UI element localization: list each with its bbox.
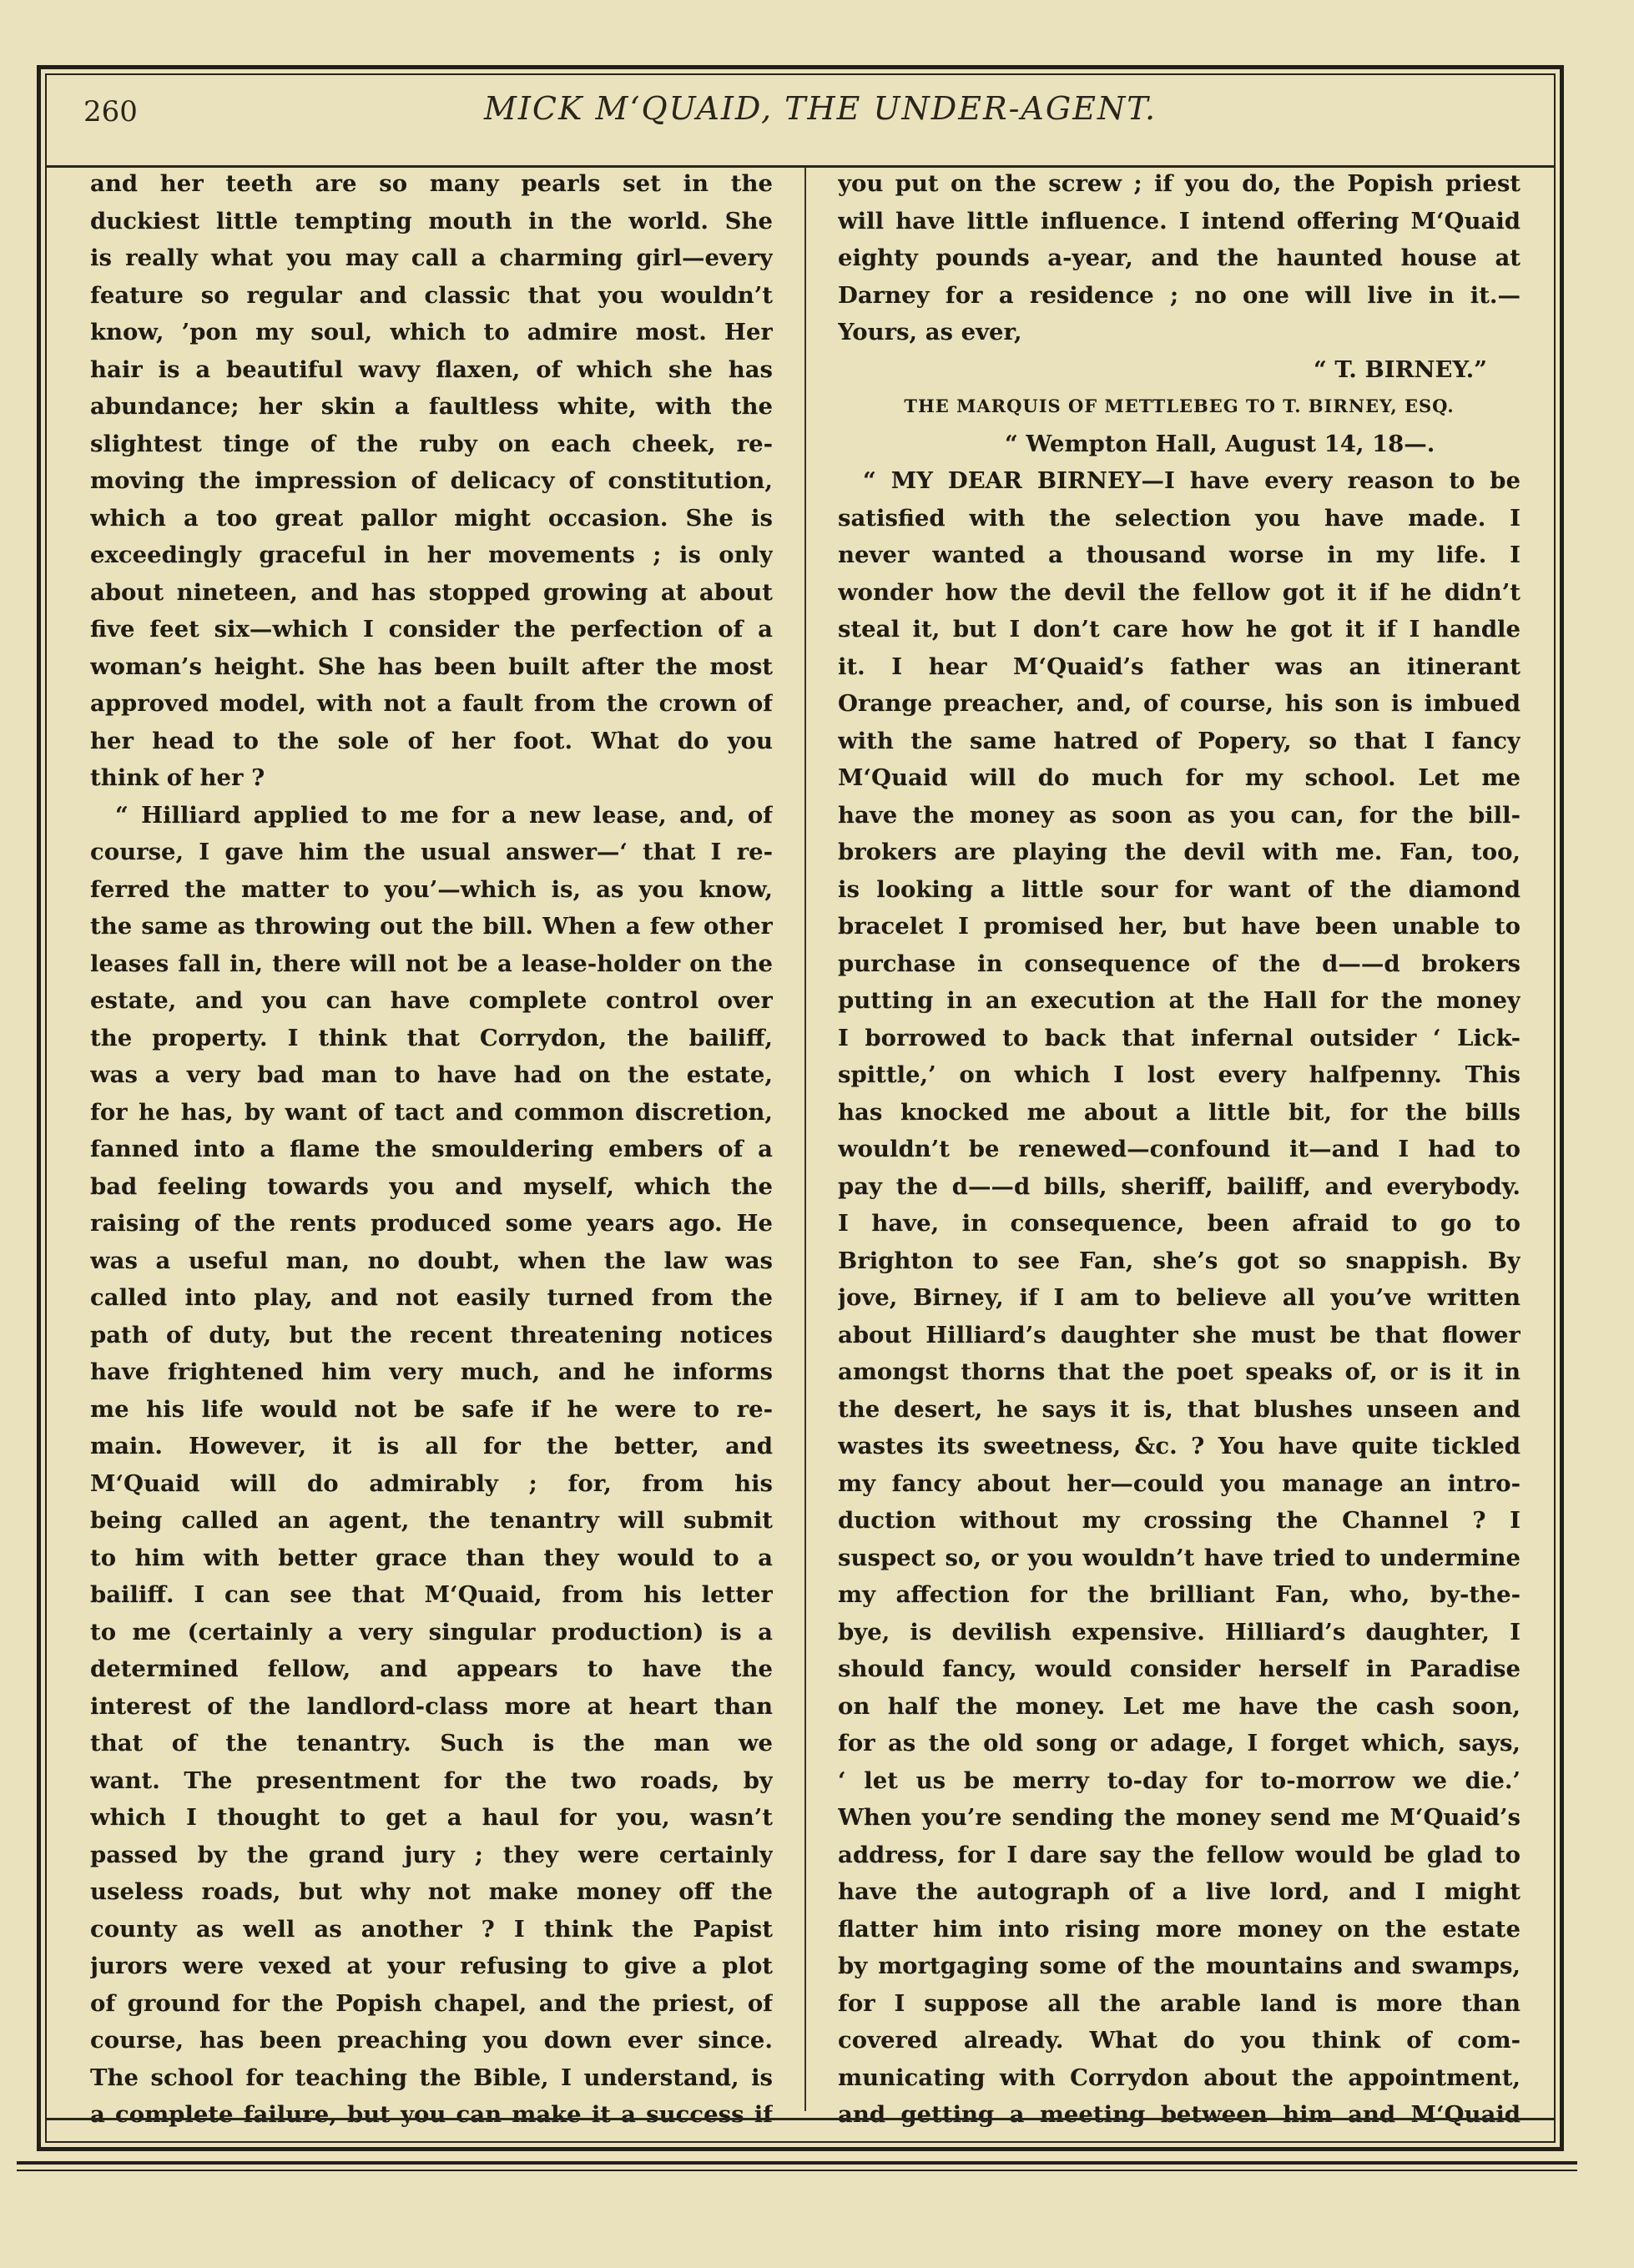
text-line: on half the money. Let me have the cash soon, bbox=[838, 1692, 1521, 1720]
text-line: “ Wempton Hall, August 14, 18—. bbox=[1005, 430, 1435, 457]
text-line: bad feeling towards you and myself, which the bbox=[90, 1172, 773, 1200]
text-line: estate, and you can have complete control over bbox=[90, 987, 773, 1014]
text-line: bye, is devilish expensive. Hilliard’s daughter, I bbox=[838, 1618, 1521, 1646]
text-line: feature so regular and classic that you wouldn’t bbox=[90, 281, 773, 309]
text-line: Darney for a residence ; no one will live in it.— bbox=[838, 281, 1521, 309]
text-line: think of her ? bbox=[90, 764, 265, 791]
text-line: course, has been preaching you down ever since. bbox=[90, 2027, 773, 2054]
text-line: satisfied with the selection you have made. I bbox=[838, 504, 1521, 532]
text-line: wouldn’t be renewed—confound it—and I had to bbox=[838, 1136, 1521, 1162]
running-head: MICK M‘QUAID, THE UNDER-AGENT. bbox=[484, 90, 1157, 127]
text-line: “ MY DEAR BIRNEY—I have every reason to be bbox=[863, 467, 1521, 494]
text-line: ferred the matter to you’—which is, as you know, bbox=[90, 875, 773, 903]
text-line: county as well as another ? I think the Papist bbox=[90, 1915, 773, 1943]
text-line: purchase in consequence of the d——d brokers bbox=[838, 950, 1521, 977]
text-line: exceedingly graceful in her movements ; is only bbox=[90, 542, 773, 568]
text-line: called into play, and not easily turned from the bbox=[90, 1284, 773, 1311]
text-line: wonder how the devil the fellow got it if he didn’t bbox=[838, 578, 1521, 606]
text-line: hair is a beautiful wavy flaxen, of which she has bbox=[90, 355, 773, 383]
text-line: which I thought to get a haul for you, wasn’t bbox=[90, 1804, 773, 1831]
text-line: approved model, with not a fault from the crown of bbox=[90, 690, 773, 717]
text-line: the property. I think that Corrydon, the bailiff, bbox=[90, 1024, 773, 1051]
text-line: five feet six—which I consider the perfection of a bbox=[90, 616, 773, 643]
text-line: by mortgaging some of the mountains and swamps, bbox=[838, 1953, 1521, 1979]
text-line: duckiest little tempting mouth in the world. She bbox=[90, 207, 773, 234]
text-line: about nineteen, and has stopped growing at about bbox=[90, 578, 773, 606]
text-line: of ground for the Popish chapel, and the priest, of bbox=[90, 1989, 773, 2017]
text-line: spittle,’ on which I lost every halfpenny. This bbox=[838, 1061, 1521, 1088]
text-line: moving the impression of delicacy of constitution, bbox=[90, 467, 773, 494]
text-line: passed by the grand jury ; they were certainly bbox=[90, 1841, 773, 1868]
column-divider bbox=[804, 167, 806, 2111]
text-line: pay the d——d bills, sheriff, bailiff, and everybody. bbox=[838, 1172, 1521, 1200]
footer-border-thick bbox=[17, 2161, 1577, 2165]
text-line: and getting a meeting between him and M‘Quaid bbox=[838, 2101, 1521, 2128]
footer-border-thin bbox=[17, 2170, 1577, 2171]
text-line: Brighton to see Fan, she’s got so snappish. By bbox=[838, 1247, 1521, 1274]
text-line: my fancy about her—could you manage an intro- bbox=[838, 1469, 1521, 1497]
text-line: eighty pounds a-year, and the haunted house at bbox=[838, 244, 1521, 271]
text-line: raising of the rents produced some years ago. He bbox=[90, 1210, 773, 1237]
text-line: to him with better grace than they would to a bbox=[90, 1544, 773, 1571]
text-line: for he has, by want of tact and common discretion, bbox=[90, 1098, 773, 1126]
text-line: was a useful man, no doubt, when the law was bbox=[90, 1247, 773, 1274]
text-line: and her teeth are so many pearls set in the bbox=[90, 170, 773, 197]
text-line: for I suppose all the arable land is more than bbox=[838, 1989, 1521, 2017]
text-line: bailiff. I can see that M‘Quaid, from his letter bbox=[90, 1581, 773, 1608]
text-line: flatter him into rising more money on the estate bbox=[838, 1915, 1521, 1943]
text-line: you put on the screw ; if you do, the Popish priest bbox=[838, 170, 1521, 197]
text-line: was a very bad man to have had on the estate, bbox=[90, 1061, 773, 1088]
text-line: covered already. What do you think of com- bbox=[838, 2027, 1521, 2054]
footer-rule bbox=[45, 2118, 1556, 2120]
text-line: which a too great pallor might occasion. She is bbox=[90, 504, 773, 532]
text-line: putting in an execution at the Hall for the money bbox=[838, 987, 1521, 1014]
text-line: I have, in consequence, been afraid to go to bbox=[838, 1210, 1521, 1237]
text-line: M‘Quaid will do admirably ; for, from his bbox=[90, 1469, 773, 1497]
text-line: ‘ let us be merry to-day for to-morrow we die.’ bbox=[838, 1767, 1521, 1794]
text-line: Yours, as ever, bbox=[838, 319, 1022, 345]
text-line: me his life would not be safe if he were to re- bbox=[90, 1395, 773, 1423]
text-line: the desert, he says it is, that blushes unseen and bbox=[838, 1395, 1521, 1423]
text-line: bracelet I promised her, but have been unable to bbox=[838, 913, 1521, 940]
text-line: “ T. BIRNEY.” bbox=[1314, 355, 1487, 383]
text-line: leases fall in, there will not be a lease-holder on the bbox=[90, 950, 773, 977]
text-line: address, for I dare say the fellow would be glad to bbox=[838, 1841, 1521, 1868]
text-line: have the autograph of a live lord, and I might bbox=[838, 1878, 1521, 1905]
text-line: abundance; her skin a faultless white, with the bbox=[90, 393, 773, 420]
text-line: with the same hatred of Popery, so that I fancy bbox=[838, 727, 1521, 754]
text-line: steal it, but I don’t care how he got it if I handle bbox=[838, 616, 1521, 643]
text-line: the same as throwing out the bill. When a few other bbox=[90, 913, 773, 940]
text-line: The school for teaching the Bible, I understand, is bbox=[90, 2064, 773, 2091]
text-line: woman’s height. She has been built after the most bbox=[90, 653, 773, 680]
text-line: M‘Quaid will do much for my school. Let me bbox=[838, 764, 1521, 791]
text-line: “ Hilliard applied to me for a new lease, and, of bbox=[115, 801, 773, 829]
text-line: When you’re sending the money send me M‘Quaid’s bbox=[838, 1804, 1521, 1831]
text-line: jurors were vexed at your refusing to give a plot bbox=[90, 1953, 773, 1979]
text-line: is looking a little sour for want of the diamond bbox=[838, 875, 1521, 903]
text-line: fanned into a flame the smouldering embers of a bbox=[90, 1136, 773, 1162]
text-line: to me (certainly a very singular production) is a bbox=[90, 1618, 773, 1646]
text-line: her head to the sole of her foot. What do you bbox=[90, 727, 773, 754]
text-line: course, I gave him the usual answer—‘ that I re- bbox=[90, 839, 773, 865]
text-line: interest of the landlord-class more at heart than bbox=[90, 1692, 773, 1720]
text-line: slightest tinge of the ruby on each cheek, re- bbox=[90, 430, 773, 457]
text-line: useless roads, but why not make money off the bbox=[90, 1878, 773, 1905]
text-line: I borrowed to back that infernal outsider ‘ Lick- bbox=[838, 1024, 1521, 1051]
text-line: brokers are playing the devil with me. Fan, too, bbox=[838, 839, 1521, 865]
text-line: path of duty, but the recent threatening notices bbox=[90, 1321, 773, 1348]
text-line: my affection for the brilliant Fan, who, by-the- bbox=[838, 1581, 1521, 1608]
text-line: THE MARQUIS OF METTLEBEG TO T. BIRNEY, ESQ. bbox=[904, 396, 1455, 416]
text-line: Orange preacher, and, of course, his son is imbued bbox=[838, 690, 1521, 717]
text-line: determined fellow, and appears to have the bbox=[90, 1656, 773, 1682]
text-line: never wanted a thousand worse in my life. I bbox=[838, 542, 1521, 568]
text-line: being called an agent, the tenantry will submit bbox=[90, 1507, 773, 1534]
text-line: is really what you may call a charming girl—every bbox=[90, 244, 773, 271]
text-line: main. However, it is all for the better, and bbox=[90, 1433, 773, 1459]
text-line: a complete failure, but you can make it a success if bbox=[90, 2101, 773, 2128]
text-line: municating with Corrydon about the appointment, bbox=[838, 2064, 1521, 2091]
text-line: jove, Birney, if I am to believe all you’ve written bbox=[838, 1284, 1521, 1311]
text-line: will have little influence. I intend offering M‘Quaid bbox=[838, 207, 1521, 234]
text-line: suspect so, or you wouldn’t have tried to undermine bbox=[838, 1544, 1521, 1571]
page-number: 260 bbox=[83, 95, 138, 129]
text-line: for as the old song or adage, I forget which, says, bbox=[838, 1730, 1521, 1756]
text-line: amongst thorns that the poet speaks of, or is it in bbox=[838, 1358, 1521, 1385]
text-line: duction without my crossing the Channel ? I bbox=[838, 1507, 1521, 1534]
text-line: that of the tenantry. Such is the man we bbox=[90, 1730, 773, 1756]
text-line: wastes its sweetness, &c. ? You have quite tickled bbox=[838, 1433, 1521, 1459]
text-line: has knocked me about a little bit, for the bills bbox=[838, 1098, 1521, 1126]
text-line: know, ’pon my soul, which to admire most. Her bbox=[90, 319, 773, 345]
text-line: should fancy, would consider herself in Paradise bbox=[838, 1656, 1521, 1682]
text-line: want. The presentment for the two roads, by bbox=[90, 1767, 773, 1794]
text-line: it. I hear M‘Quaid’s father was an itinerant bbox=[838, 653, 1521, 680]
right-text-column bbox=[838, 165, 1521, 2134]
text-line: about Hilliard’s daughter she must be that flower bbox=[838, 1321, 1521, 1348]
left-text-column bbox=[90, 165, 773, 2134]
text-line: have frightened him very much, and he informs bbox=[90, 1358, 773, 1385]
text-line: have the money as soon as you can, for the bill- bbox=[838, 801, 1521, 829]
